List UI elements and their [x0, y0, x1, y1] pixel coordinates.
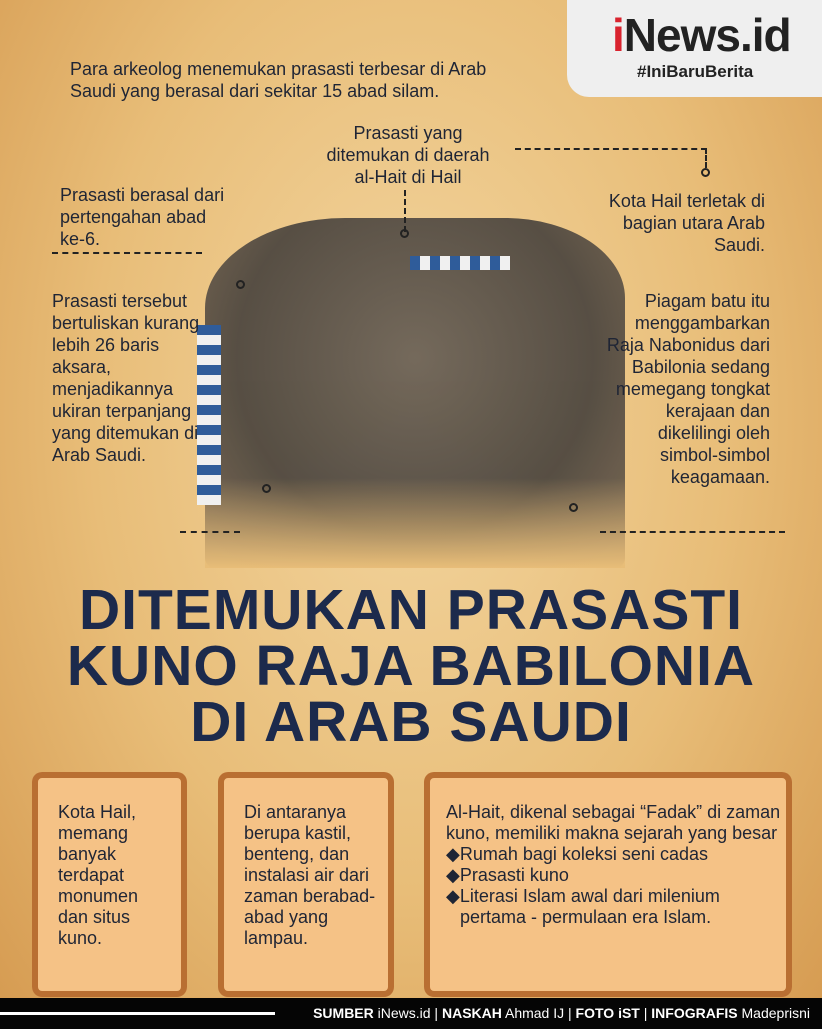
info-box-hail: [32, 772, 187, 997]
annotation-age: Prasasti berasal dari pertengahan abad ke-6.: [60, 185, 225, 249]
info-text: Di antaranya berupa kastil, benteng, dan instalasi air dari zaman berabad-abad yang lampau.: [244, 802, 376, 948]
tagline: #IniBaruBerita: [637, 62, 754, 81]
bullet-item: ◆Prasasti kuno: [446, 865, 569, 885]
marker-dot: [262, 484, 271, 493]
connector: [515, 148, 707, 150]
info-text: Kota Hail, memang banyak terdapat monumen dan situs kuno.: [58, 802, 139, 948]
connector: [180, 531, 240, 533]
credit-label: NASKAH: [441, 1005, 502, 1021]
marker-dot: [236, 280, 245, 289]
annotation-lines: Prasasti tersebut bertuliskan kurang lebih 26 baris aksara, menjadikannya ukiran terpanjang yang ditemukan di Arab Saudi.: [52, 291, 200, 465]
marker-dot: [400, 229, 409, 238]
info-box-al-hait: [424, 772, 792, 997]
credits-footer: SUMBER iNews.id | NASKAH Ahmad IJ | FOTO iST | INFOGRAFIS Madeprisni: [0, 998, 822, 1029]
bullet-item: ◆Rumah bagi koleksi seni cadas: [446, 844, 708, 864]
annotation-relief: Piagam batu itu menggambarkan Raja Nabonidus dari Babilonia sedang memegang tongkat kerajaan dan dikelilingi oleh simbol-simbol keagamaan.: [606, 291, 770, 487]
connector: [600, 531, 785, 533]
annotation-hail: Kota Hail terletak di bagian utara Arab Saudi.: [608, 191, 765, 255]
marker-dot: [701, 168, 710, 177]
credit-value: Madeprisni: [741, 1005, 810, 1021]
headline-line: DITEMUKAN PRASASTI: [78, 578, 743, 642]
credit-label: SUMBER: [313, 1005, 374, 1021]
bullet-item: ◆Literasi Islam awal dari milenium pertama - permulaan era Islam.: [446, 886, 720, 927]
bullet-text: Rumah bagi koleksi seni cadas: [459, 844, 708, 864]
connector: [705, 148, 707, 168]
credit-label: INFOGRAFIS: [651, 1005, 738, 1021]
connector: [404, 190, 406, 232]
credit-value: iNews.id: [377, 1005, 431, 1021]
credit-value: Ahmad IJ: [504, 1005, 565, 1021]
marker-dot: [569, 503, 578, 512]
bullet-text: Literasi Islam awal dari milenium pertama - permulaan era Islam.: [459, 886, 720, 927]
divider: [0, 1012, 275, 1015]
credit-value: iST: [618, 1005, 640, 1021]
info-text: Al-Hait, dikenal sebagai “Fadak” di zaman kuno, memiliki makna sejarah yang besar: [446, 802, 781, 843]
info-box-structures: [218, 772, 394, 997]
headline-line: DI ARAB SAUDI: [190, 690, 632, 754]
connector: [52, 252, 202, 254]
inews-logo: [567, 0, 822, 97]
scale-ruler-horizontal: [410, 256, 510, 270]
stone-inscription-photo: [205, 218, 625, 568]
headline: [0, 578, 822, 754]
bullet-text: Prasasti kuno: [459, 865, 569, 885]
headline-line: KUNO RAJA BABILONIA: [66, 634, 756, 698]
logo-text: News.id: [623, 9, 791, 61]
intro-text: Para arkeolog menemukan prasasti terbesar di Arab Saudi yang berasal dari sekitar 15 abad silam.: [70, 59, 487, 101]
logo-i: i: [612, 9, 624, 61]
credit-label: FOTO: [575, 1005, 615, 1021]
annotation-location: Prasasti yang ditemukan di daerah al-Hait di Hail: [326, 123, 490, 187]
